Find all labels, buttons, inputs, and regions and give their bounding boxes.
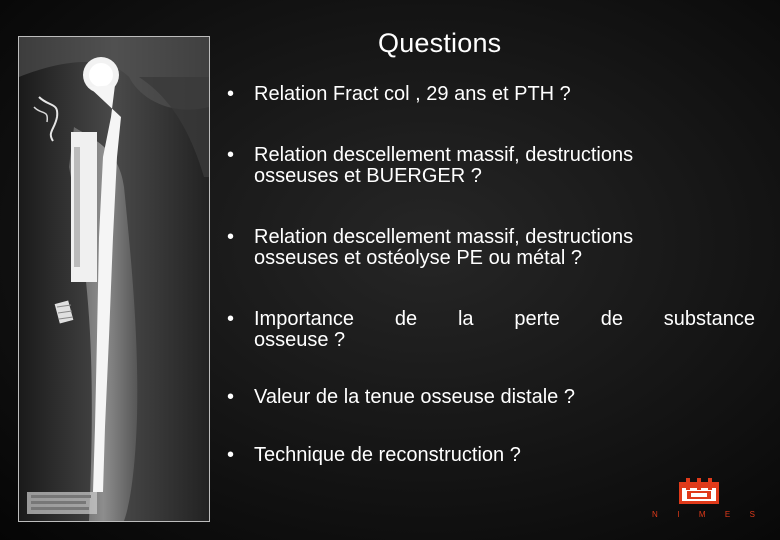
nimes-logo-icon <box>679 478 719 508</box>
word-importance: Importance <box>254 308 355 330</box>
list-item-text: Relation Fract col , 29 ans et PTH ? <box>254 83 571 105</box>
nimes-logo-text <box>652 510 756 519</box>
nimes-logo <box>652 478 762 524</box>
list-item <box>227 227 755 269</box>
word-substance: substance <box>663 308 755 330</box>
list-item <box>227 145 755 187</box>
bullet-icon: • <box>227 308 235 330</box>
word-de: de <box>394 308 418 330</box>
list-item-text-line-2: osseuse ? <box>254 329 346 351</box>
list-item <box>227 387 755 408</box>
logo-letter: S <box>749 510 756 519</box>
xray-image <box>18 36 210 522</box>
list-item-text-line-1 <box>254 309 755 330</box>
list-item-text-line-2: osseuses et ostéolyse PE ou métal ? <box>254 247 582 269</box>
xray-drawing <box>19 37 209 521</box>
bullet-icon: • <box>227 144 235 166</box>
logo-letter: N <box>652 510 659 519</box>
list-item-text-line-2: osseuses et BUERGER ? <box>254 165 482 187</box>
list-item-text-line-1: Relation descellement massif, destructions <box>254 144 634 166</box>
bullet-icon: • <box>227 83 235 105</box>
list-item <box>227 445 755 466</box>
list-item <box>227 84 755 105</box>
word-perte: perte <box>514 308 560 330</box>
logo-letter: M <box>698 510 707 519</box>
word-la: la <box>457 308 474 330</box>
list-item-text-line-1: Relation descellement massif, destructions <box>254 226 634 248</box>
logo-letter: E <box>724 510 732 519</box>
list-item-text: Valeur de la tenue osseuse distale ? <box>254 386 575 408</box>
word-de-2: de <box>600 308 623 330</box>
bullet-icon: • <box>227 226 235 248</box>
bullet-icon: • <box>227 386 235 408</box>
slide-title: Questions <box>378 28 502 58</box>
list-item-text: Technique de reconstruction ? <box>254 444 521 466</box>
logo-letter: I <box>677 510 681 519</box>
list-item <box>227 309 755 351</box>
bullet-icon: • <box>227 444 235 466</box>
